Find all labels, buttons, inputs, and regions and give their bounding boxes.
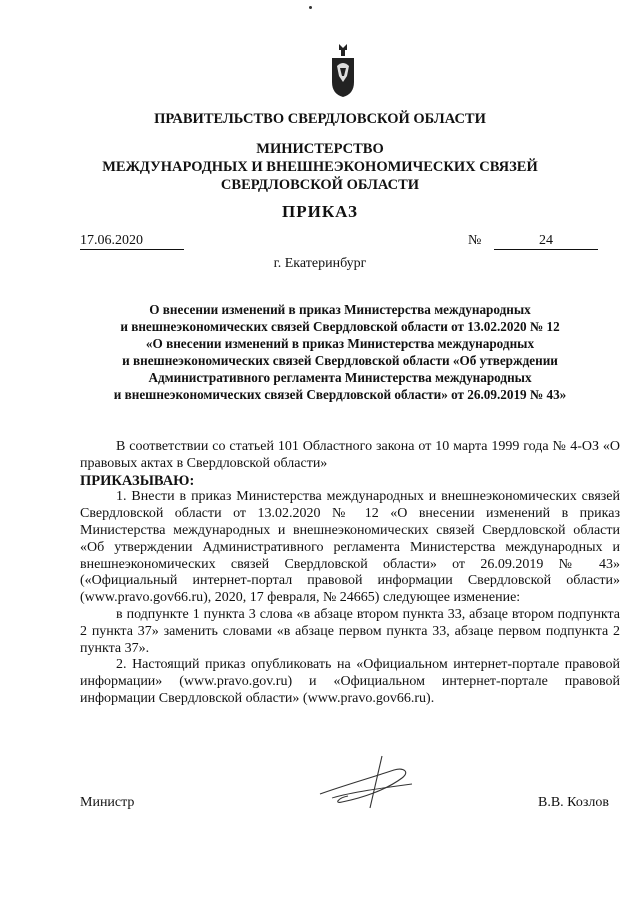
- ministry-line: МЕЖДУНАРОДНЫХ И ВНЕШНЕЭКОНОМИЧЕСКИХ СВЯЗЕЙ: [102, 159, 538, 175]
- ministry-title: [0, 140, 640, 194]
- subject-line: О внесении изменений в приказ Министерства международных: [149, 302, 531, 317]
- handwritten-signature: [312, 748, 422, 820]
- subject-line: и внешнеэкономических связей Свердловской области «Об утверждении: [122, 353, 558, 368]
- item-1: 1. Внести в приказ Министерства международных и внешнеэкономических связей Свердловской области от 13.02.2020 № 12 «О внесении изменений в приказ Министерства международных и внешнеэкономических связей Свердловской области «Об утверждении Административного регламента Министерства международных и внешнеэкономических связей Свердловской области» от 26.09.2019 № 43» («Официальный интернет-портал правовой информации Свердловской области» (www.pravo.gov66.ru), 2020, 17 февраля, № 24665) следующее изменение:: [80, 489, 620, 606]
- order-subject: [60, 301, 620, 403]
- item-2: 2. Настоящий приказ опубликовать на «Официальном интернет-портале правовой информации» (www.pravo.gov.ru) и «Официальном интернет-портале правовой информации Свердловской области» (www.pravo.gov66.ru).: [80, 657, 620, 706]
- order-date: 17.06.2020: [80, 232, 184, 250]
- decree-word: ПРИКАЗЫВАЮ:: [80, 472, 195, 489]
- preamble: В соответствии со статьей 101 Областного закона от 10 марта 1999 года № 4-ОЗ «О правовых актах в Свердловской области»: [80, 439, 620, 471]
- ministry-line: СВЕРДЛОВСКОЙ ОБЛАСТИ: [220, 177, 420, 193]
- subject-line: «О внесении изменений в приказ Министерства международных: [145, 336, 535, 351]
- coat-of-arms-icon: [330, 42, 356, 98]
- order-number: 24: [494, 232, 598, 250]
- subject-line: и внешнеэкономических связей Свердловской области от 13.02.2020 № 12: [120, 319, 560, 334]
- scan-speck: [309, 6, 312, 9]
- item-1-change: в подпункте 1 пункта 3 слова «в абзаце втором пункта 33, абзаце втором подпункта 2 пункта 37» заменить словами «в абзаце первом пункта 33, абзаце первом подпункта 2 пункта 37».: [80, 606, 620, 656]
- government-title: ПРАВИТЕЛЬСТВО СВЕРДЛОВСКОЙ ОБЛАСТИ: [154, 111, 486, 127]
- subject-line: и внешнеэкономических связей Свердловской области» от 26.09.2019 № 43»: [113, 387, 567, 402]
- document-type: ПРИКАЗ: [282, 202, 358, 221]
- signatory-name: В.В. Козлов: [538, 795, 609, 810]
- ministry-line: МИНИСТЕРСТВО: [256, 141, 384, 157]
- city: г. Екатеринбург: [273, 256, 367, 271]
- order-body: [80, 439, 620, 708]
- number-sign: №: [468, 233, 482, 248]
- signatory-title: Министр: [80, 795, 135, 810]
- subject-line: Административного регламента Министерства международных: [148, 370, 532, 385]
